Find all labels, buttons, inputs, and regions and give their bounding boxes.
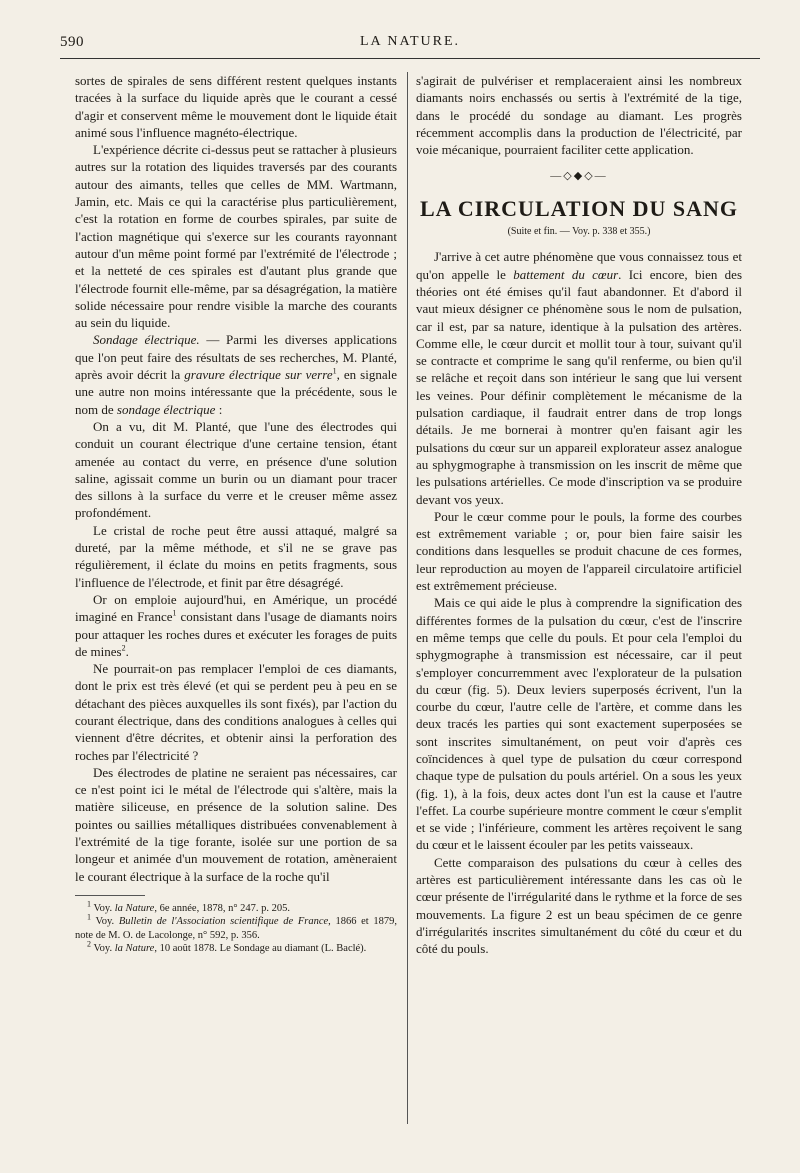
footnote-rule xyxy=(75,895,145,896)
paragraph: s'agirait de pulvériser et remplaceraient ainsi les nombreux diamants noirs enchassés ou sertis à l'extrémité de la tige, dans le procédé du sondage au diamant. Les progrès récemment accomplis dans la production de l'électricité, par voie mécanique, pourraient faciliter cette application. xyxy=(416,73,742,158)
footnote-ref: 2 xyxy=(121,643,126,653)
footnote-ref: 1 xyxy=(172,608,177,618)
paragraph: Le cristal de roche peut être aussi attaqué, malgré sa dureté, par la même méthode, et s'il ne se grave pas régulièrement, il éclate du moins en petits fragments, sous l'influence de l'électrode, et finit par être désagrégé. xyxy=(75,522,397,590)
paragraph: Mais ce qui aide le plus à comprendre la signification des différentes formes de la pulsation du cœur, c'est de l'inscrire en même temps que celle du pouls. Et pour cela l'emploi du sphygmographe à transmission est nécessaire, car il peut s'employer concurremment avec l'explorateur de la pulsation du cœur (fig. 5). Deux leviers superposés écrivent, l'un la courbe du cœur, l'autre celle de l'artère, et comme dans les deux tracés les parties qui sont exactement superposées se sont inscrites simultanément, on peut voir d'après ces coïncidences à quel type de pulsation du cœur correspond chaque type de pulsation du pouls artériel. On a sous les yeux (fig. 1), à la fois, deux actes dont l'un est la cause et l'autre l'effet. La courbe supérieure montre comment le cœur s'emplit et se vide ; l'inférieure, comment les artères reçoivent le sang du cœur et le laissent écouler par les petits vaisseaux. xyxy=(416,595,742,853)
paragraph: Ne pourrait-on pas remplacer l'emploi de ces diamants, dont le prix est très élevé (et qui se perdent peu à peu en se détachant des pièces auxquelles ils sont fixés), par l'action du courant électrique, dans des conditions analogues à celles qui viennent d'être décrites, et obtenir ainsi la perforation des roches par l'électricité ? xyxy=(75,661,397,763)
right-column xyxy=(416,72,742,958)
header-rule xyxy=(60,58,760,59)
paragraph: Cette comparaison des pulsations du cœur à celles des artères est particulièrement intéressante dans les cas où le cœur présente de l'irrégularité dans le rythme et la force de ses mouvements. La figure 2 est un beau spécimen de ce genre d'irrégularités inscrites simultanément du côté du cœur et du côté du pouls. xyxy=(416,854,742,957)
article-title: LA CIRCULATION DU SANG xyxy=(419,195,739,221)
footnote: $^1$ Voy. la Nature, 6e année, 1878, n° 247. p. 205. xyxy=(87,899,291,914)
footnote: $^2$ Voy. la Nature, 10 août 1878. Le Sondage au diamant (L. Baclé). xyxy=(87,939,367,955)
section-heading: Sondage électrique. xyxy=(93,332,200,348)
paragraph: L'expérience décrite ci-dessus peut se rattacher à plusieurs autres sur la rotation des liquides traversés par des courants autour des aimants, telles que celles de MM. Wartmann, Jamin, etc. Mais ce qui la caractérise plus particulièrement, c'est la rotation en forme de courbes spirales, par suite de l'action magnétique qui s'exerce sur les courants rayonnant autour d'un même point formé par l'extrémité de l'électrode ; et la netteté de ces spirales est d'autant plus grande que l'électrode fournit elle-même, par sa désagrégation, la matière solide nécessaire pour rendre visible la marche des courants au sein du liquide. xyxy=(75,142,397,331)
ornament-divider: —◇◆◇— xyxy=(550,170,608,183)
paragraph: sortes de spirales de sens différent restent quelques instants tracées à la surface du liquide après que le courant a cessé d'agir et conservent même le mouvement dont le liquide était animé sous l'influence magnéto-électrique. xyxy=(75,73,397,140)
paragraph-battement: J'arrive à cet autre phénomène que vous connaissez tous et qu'on appelle le battement du cœur. Ici encore, bien des théories ont été émises qu'il faut abandonner. Et d'abord il vaut mieux désigner ce phénomène sous le nom de pulsation, car il est, par sa nature, identique à la pulsation des artères. Comme elle, le cœur durcit et mollit tour à tour, suivant qu'il se contracte et comprime le sang qu'il renferme, ou bien qu'il se relâche et reçoit dans son intérieur le sang que lui versent les veines. Pour définir complètement le mécanisme de la pulsation cardiaque, il faudrait entrer dans de trop longs détails. Je me bornerai à montrer qu'en faisant agir les pulsations du cœur sur un appareil explorateur assez analogue au sphygmographe à transmission on les inscrit de même que les pulsations artérielles. Ce mode d'inscription va se produire devant vos yeux. xyxy=(416,249,743,507)
paragraph: On a vu, dit M. Planté, que l'une des électrodes qui conduit un courant électrique d'une certaine tension, étant amenée au contact du verre, en présence d'une solution saline, agissait comme un burin ou un diamant pour tracer des sillons à la surface du verre et le creuser même assez profondément. xyxy=(75,418,397,521)
page-number: 590 xyxy=(60,34,84,50)
paragraph-sondage: Sondage électrique. — Parmi les diverses applications que l'on peut faire des résultats de ses recherches, M. Planté, après avoir décrit la gravure électrique sur verre$^1$, en signale une autre non moins intéressante que la précédente, sous le nom de sondage électrique : xyxy=(75,332,398,417)
footnote: $^1$ Voy. Bulletin de l'Association scientifique de France, 1866 et 1879, note de M. O. de Lacolonge, n° 592, p. 356. xyxy=(75,912,397,941)
page-header xyxy=(60,34,760,56)
left-column xyxy=(75,72,397,956)
paragraph-amerique: Or on emploie aujourd'hui, en Amérique, un procédé imaginé en France$^1$ consistant dans l'usage de diamants noirs pour attaquer les roches dures et exécuter les forages de puits de mines$^2$. xyxy=(75,591,397,659)
paragraph: Des électrodes de platine ne seraient pas nécessaires, car ce n'est point ici le métal de l'électrode qui s'altère, mais la matière siliceuse, en présence de la solution saline. Des pointes ou saillies métalliques distribuées convenablement à l'extrémité de la tige forante, isolée sur une portion de sa longeur et animée d'un mouvement de rotation, amèneraient le courant électrique à la surface de la roche qu'il xyxy=(75,764,397,884)
column-divider xyxy=(407,72,408,1124)
article-subtitle: (Suite et fin. — Voy. p. 338 et 355.) xyxy=(507,226,651,238)
footnotes xyxy=(75,895,397,956)
footnote-ref: 1 xyxy=(332,366,337,376)
running-title: LA NATURE. xyxy=(359,34,461,49)
paragraph: Pour le cœur comme pour le pouls, la forme des courbes est extrêmement variable ; or, pour bien faire saisir les conditions dans lesquelles se produit chacune de ces formes, leur reproduction au moyen de l'appareil circulatoire artificiel est extrêmement précieuse. xyxy=(416,508,742,594)
